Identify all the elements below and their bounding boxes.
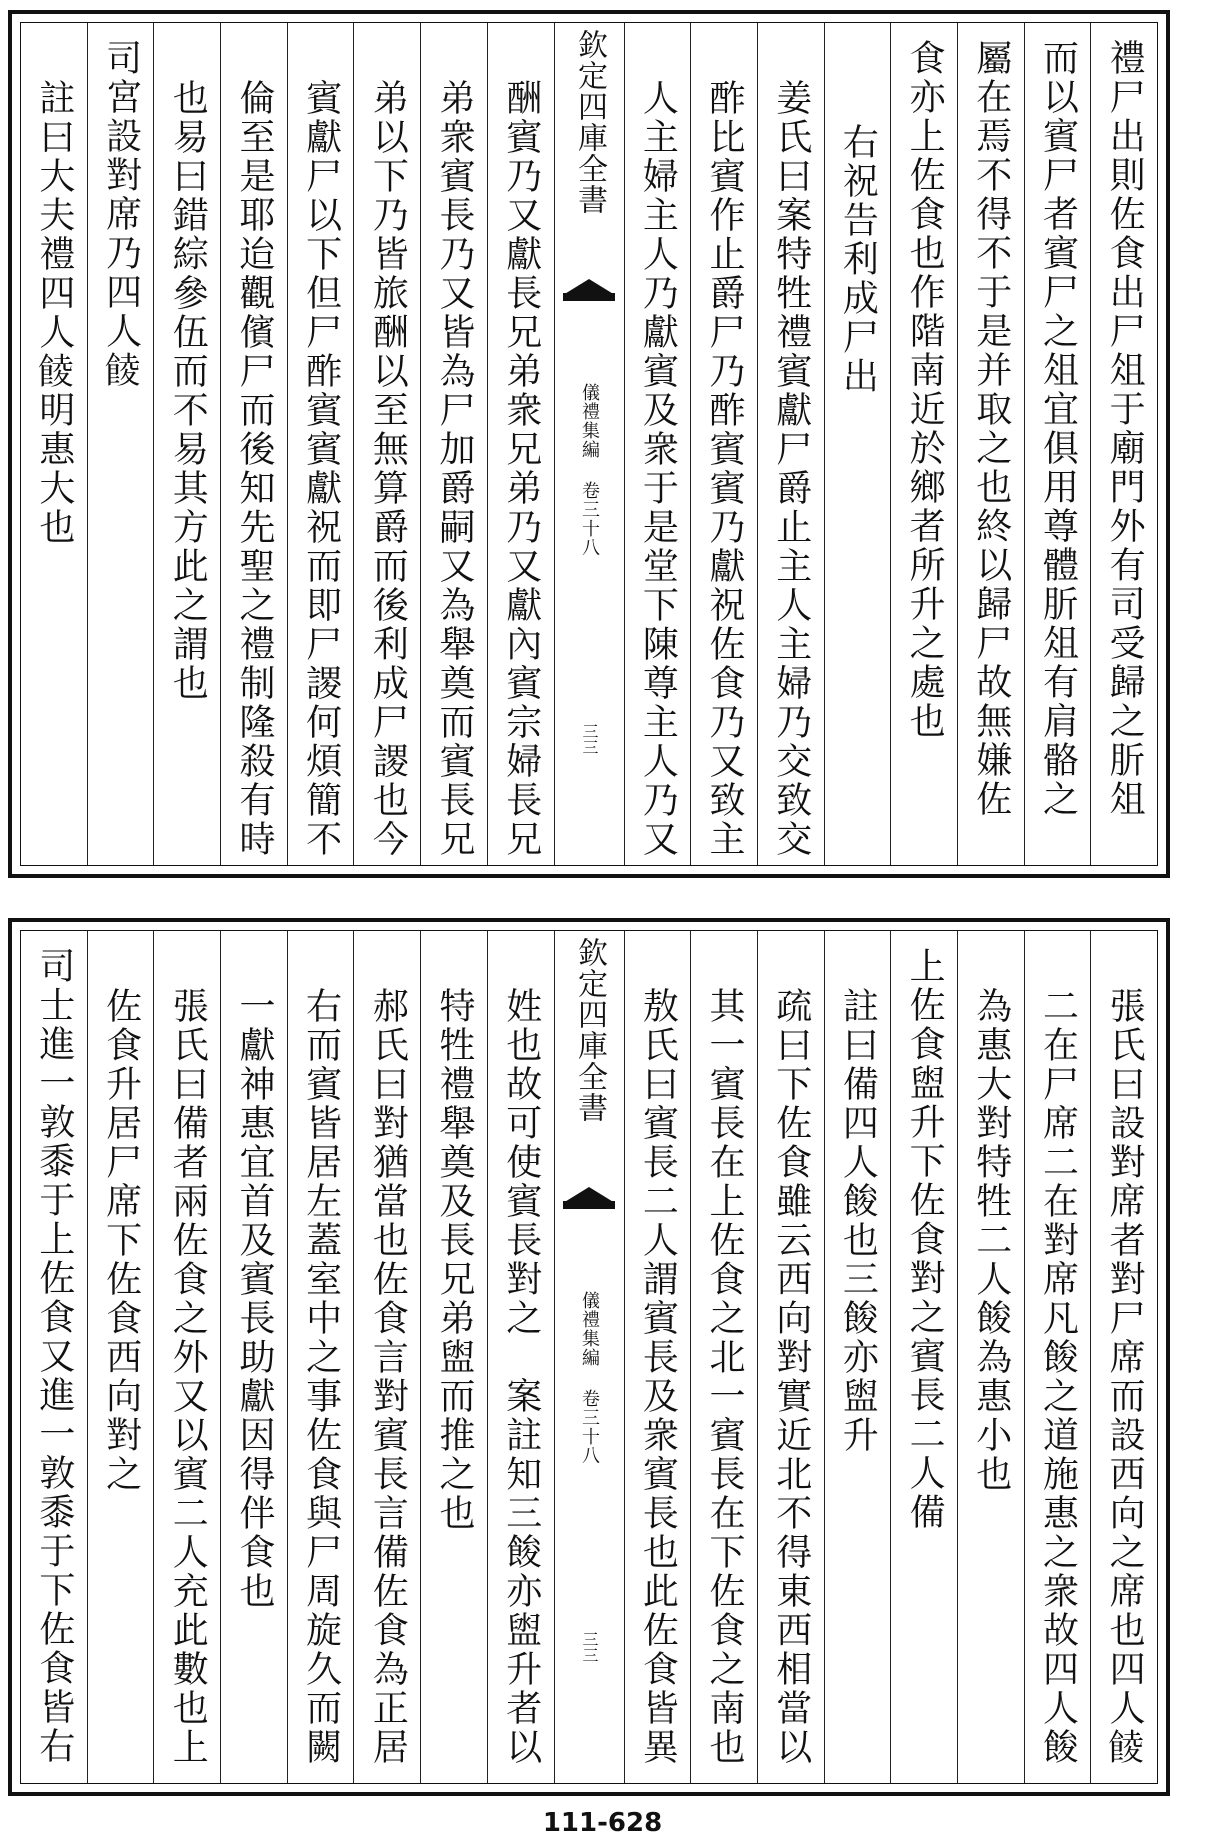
column-text: 弟衆賓長乃又皆為尸加爵嗣又為舉奠而賓長兄 [434, 79, 475, 859]
lower-page [8, 918, 1170, 1796]
text-column [153, 23, 220, 865]
column-text: 酢比賓作止爵尸乃酢賓賓乃獻祝佐食乃又致主 [704, 79, 746, 859]
column-text: 敖氏曰賓長二人謂賓長及衆賓長也此佐食皆異 [637, 987, 679, 1767]
column-text: 張氏曰備者兩佐食之外又以賓二人充此數也上 [167, 987, 209, 1767]
column-text: 也易曰錯綜參伍而不易其方此之謂也 [167, 79, 209, 703]
column-text: 賓獻尸以下但尸酢賓賓獻祝而即尸謖何煩簡不 [300, 79, 342, 859]
lower-page-columns [20, 930, 1158, 1784]
column-text: 為惠大對特牲二人餕為惠小也 [970, 987, 1012, 1494]
text-column [690, 23, 757, 865]
text-column [957, 931, 1024, 1783]
folio-number: 三三 [580, 723, 600, 755]
column-text: 右祝告利成尸出 [837, 123, 879, 396]
column-text: 酬賓乃又獻長兄弟衆兄弟乃又獻內賓宗婦長兄 [500, 79, 542, 859]
book-title: 欽定四庫全書 [572, 29, 608, 215]
text-column [220, 931, 287, 1783]
text-column [757, 23, 824, 865]
text-column [220, 23, 287, 865]
column-text: 弟以下乃皆旅酬以至無算爵而後利成尸謖也今 [367, 79, 409, 859]
volume-label: 儀禮集編 卷三十八 [579, 383, 601, 557]
volume-label: 儀禮集編 卷三十八 [579, 1291, 601, 1465]
column-text: 註曰大夫禮四人𩜁明惠大也 [33, 79, 75, 547]
text-column [890, 23, 957, 865]
column-text: 倫至是耶迨觀儐尸而後知先聖之禮制隆殺有時 [233, 79, 275, 859]
text-column [420, 931, 487, 1783]
text-column [624, 931, 691, 1783]
text-column [21, 931, 87, 1783]
text-column [1024, 23, 1091, 865]
text-column [957, 23, 1024, 865]
column-text: 姜氏曰案特牲禮賓獻尸爵止主人主婦乃交致交 [770, 79, 812, 859]
column-text: 而以賓尸者賓尸之俎宜俱用尊體肵俎有肩骼之 [1037, 39, 1079, 819]
column-text: 二在尸席二在對席凡餕之道施惠之衆故四人餕 [1037, 987, 1079, 1767]
column-text: 右而賓皆居左蓋室中之事佐食與尸周旋久而闕 [300, 987, 342, 1767]
text-column [87, 23, 154, 865]
column-text: 司士進一敦黍于上佐食又進一敦黍于下佐食皆右 [33, 947, 75, 1766]
text-column [153, 931, 220, 1783]
text-column [487, 931, 554, 1783]
page-footer-number: 111-628 [542, 1808, 663, 1838]
text-column [21, 23, 87, 865]
text-column [287, 23, 354, 865]
text-column [890, 931, 957, 1783]
upper-page-columns [20, 22, 1158, 866]
fish-tail-bar [563, 293, 615, 301]
text-column [824, 23, 891, 865]
column-text: 屬在焉不得不于是并取之也終以歸尸故無嫌佐 [970, 39, 1012, 819]
column-text: 張氏曰設對席者對尸席而設西向之席也四人𩜁 [1104, 987, 1146, 1767]
text-column [487, 23, 554, 865]
column-text: 一獻神惠宜首及賓長助獻因得伴食也 [233, 987, 275, 1611]
column-text: 疏曰下佐食雖云西向對實近北不得東西相當以 [770, 987, 812, 1767]
column-text: 上佐食盥升下佐食對之賓長二人備 [904, 947, 946, 1532]
text-column [87, 931, 154, 1783]
text-column [1090, 931, 1157, 1783]
text-column [1090, 23, 1157, 865]
column-text: 司宮設對席乃四人𩜁 [100, 39, 142, 390]
text-column [690, 931, 757, 1783]
book-title: 欽定四庫全書 [572, 937, 608, 1123]
column-text: 人主婦主人乃獻賓及衆于是堂下陳尊主人乃又 [637, 79, 679, 859]
column-text: 食亦上佐食也作階南近於鄉者所升之處也 [904, 39, 946, 741]
text-column [287, 931, 354, 1783]
folio-number: 三三 [580, 1631, 600, 1663]
text-column [1024, 931, 1091, 1783]
upper-page [8, 10, 1170, 878]
text-column [624, 23, 691, 865]
column-text: 郝氏曰對猶當也佐食言對賓長言備佐食為正居 [367, 987, 409, 1767]
column-text: 特牲禮舉奠及長兄弟盥而推之也 [434, 987, 475, 1533]
center-fold-column [554, 931, 624, 1783]
text-column [353, 23, 420, 865]
fish-tail-bar [563, 1201, 615, 1209]
column-text: 註曰備四人餕也三餕亦盥升 [837, 987, 879, 1455]
column-text: 姓也故可使賓長對之 案註知三餕亦盥升者以 [500, 987, 542, 1767]
column-text: 其一賓長在上佐食之北一賓長在下佐食之南也 [704, 987, 746, 1767]
text-column [420, 23, 487, 865]
column-text: 禮尸出則佐食出尸俎于廟門外有司受歸之肵俎 [1104, 39, 1146, 819]
text-column [824, 931, 891, 1783]
text-column [757, 931, 824, 1783]
column-text: 佐食升居尸席下佐食西向對之 [100, 987, 142, 1494]
text-column [353, 931, 420, 1783]
center-fold-column [554, 23, 624, 865]
